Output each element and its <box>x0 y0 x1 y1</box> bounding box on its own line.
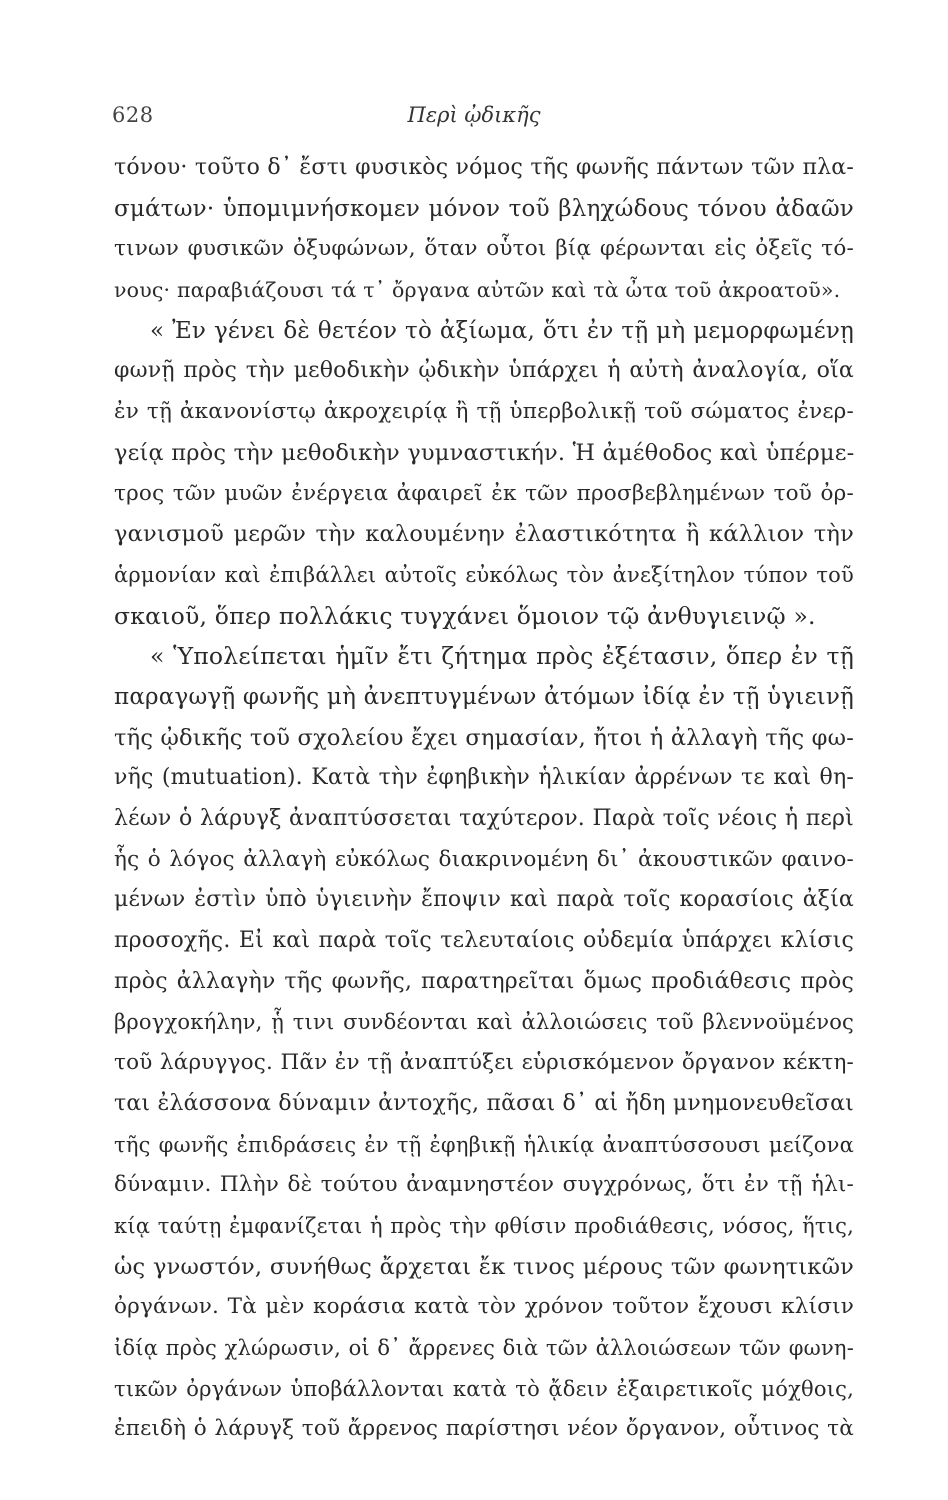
text-line: φωνῇ πρὸς τὴν μεθοδικὴν ᾠδικὴν ὑπάρχει ἡ αὐτὴ ἀναλογία, οἵα <box>114 358 854 384</box>
text-line: σμάτων· ὑπομιμνήσκομεν μόνον τοῦ βληχώδους τόνου ἀδαῶν <box>114 195 854 222</box>
text-line: τοῦ λάρυγγος. Πᾶν ἐν τῇ ἀναπτύξει εὑρισκόμενον ὄργανον κέκτη- <box>114 1050 854 1076</box>
text-line: νῆς (mutuation). Κατὰ τὴν ἐφηβικὴν ἡλικίαν ἀρρένων τε καὶ θη- <box>114 765 854 791</box>
page-number: 628 <box>112 103 154 127</box>
body-text <box>114 148 854 1450</box>
text-line: τινων φυσικῶν ὀξυφώνων, ὅταν οὗτοι βίᾳ φέρωνται εἰς ὀξεῖς τό- <box>114 236 854 262</box>
text-line: μένων ἐστὶν ὑπὸ ὑγιεινὴν ἔποψιν καὶ παρὰ τοῖς κορασίοις ἀξία <box>114 887 854 913</box>
text-line: λέων ὁ λάρυγξ ἀναπτύσσεται ταχύτερον. Παρὰ τοῖς νέοις ἡ περὶ <box>114 806 854 831</box>
text-line: παραγωγῇ φωνῆς μὴ ἀνεπτυγμένων ἀτόμων ἰδίᾳ ἐν τῇ ὑγιεινῇ <box>114 683 854 710</box>
text-line: κίᾳ ταύτῃ ἐμφανίζεται ἡ πρὸς τὴν φθίσιν προδιάθεσις, νόσος, ἥτις, <box>114 1213 854 1238</box>
text-line: νους· παραβιάζουσι τά τ᾽ ὄργανα αὐτῶν καὶ τὰ ὦτα τοῦ ἀκροατοῦ». <box>114 278 841 303</box>
text-line: ὡς γνωστόν, συνήθως ἄρχεται ἔκ τινος μέρους τῶν φωνητικῶν <box>114 1253 854 1280</box>
text-line: τικῶν ὀργάνων ὑποβάλλονται κατὰ τὸ ᾄδειν ἐξαιρετικοῖς μόχθοις, <box>114 1376 854 1401</box>
text-line: βρογχοκήλην, ᾗ τινι συνδέονται καὶ ἀλλοιώσεις τοῦ βλεννοϋμένος <box>114 1010 854 1035</box>
text-line: ται ἐλάσσονα δύναμιν ἀντοχῆς, πᾶσαι δ᾽ αἱ ἤδη μνημονευθεῖσαι <box>114 1090 854 1116</box>
text-line: πρὸς ἀλλαγὴν τῆς φωνῆς, παρατηρεῖται ὅμως προδιάθεσις πρὸς <box>114 968 854 994</box>
text-line: γείᾳ πρὸς τὴν μεθοδικὴν γυμναστικήν. Ἡ ἀμέθοδος καὶ ὑπέρμε- <box>114 439 855 466</box>
text-line: ἁρμονίαν καὶ ἐπιβάλλει αὐτοῖς εὐκόλως τὸν ἀνεξίτηλον τύπον τοῦ <box>114 562 854 587</box>
text-line: δύναμιν. Πλὴν δὲ τούτου ἀναμνηστέον συγχρόνως, ὅτι ἐν τῇ ἡλι- <box>114 1172 854 1198</box>
text-line: ἐν τῇ ἀκανονίστῳ ἀκροχειρίᾳ ἢ τῇ ὑπερβολικῇ τοῦ σώματος ἐνερ- <box>114 399 854 425</box>
text-line: γανισμοῦ μερῶν τὴν καλουμένην ἐλαστικότητα ἢ κάλλιον τὴν <box>114 521 854 548</box>
text-line: προσοχῆς. Εἰ καὶ παρὰ τοῖς τελευταίοις οὐδεμία ὑπάρχει κλίσις <box>114 928 854 954</box>
text-line: τόνου· τοῦτο δ᾽ ἔστι φυσικὸς νόμος τῆς φωνῆς πάντων τῶν πλα- <box>114 155 854 180</box>
text-line: ἐπειδὴ ὁ λάρυγξ τοῦ ἄρρενος παρίστησι νέον ὄργανον, οὗτινος τὰ <box>114 1416 854 1442</box>
text-line: ὀργάνων. Τὰ μὲν κοράσια κατὰ τὸν χρόνον τοῦτον ἔχουσι κλίσιν <box>114 1294 854 1320</box>
text-line: σκαιοῦ, ὅπερ πολλάκις τυγχάνει ὅμοιον τῷ ἀνθυγιεινῷ ». <box>114 601 816 630</box>
text-line: τῆς ᾠδικῆς τοῦ σχολείου ἔχει σημασίαν, ἤτοι ἡ ἀλλαγὴ τῆς φω- <box>114 724 854 751</box>
text-line: ἰδίᾳ πρὸς χλώρωσιν, οἱ δ᾽ ἄρρενες διὰ τῶν ἀλλοιώσεων τῶν φωνη- <box>114 1335 854 1360</box>
text-line: τῆς φωνῆς ἐπιδράσεις ἐν τῇ ἐφηβικῇ ἡλικίᾳ ἀναπτύσσουσι μείζονα <box>114 1132 854 1157</box>
text-line: τρος τῶν μυῶν ἐνέργεια ἀφαιρεῖ ἐκ τῶν προσβεβλημένων τοῦ ὀρ- <box>114 480 854 506</box>
text-line: « Ὑπολείπεται ἡμῖν ἔτι ζήτημα πρὸς ἐξέτασιν, ὅπερ ἐν τῇ <box>150 642 854 671</box>
text-line: « Ἐν γένει δὲ θετέον τὸ ἀξίωμα, ὅτι ἐν τῇ μὴ μεμορφωμένῃ <box>150 317 854 344</box>
running-title: Περὶ ᾠδικῆς <box>407 103 541 127</box>
text-line: ἧς ὁ λόγος ἀλλαγὴ εὐκόλως διακρινομένη δι᾽ ἀκουστικῶν φαινο- <box>114 846 854 872</box>
